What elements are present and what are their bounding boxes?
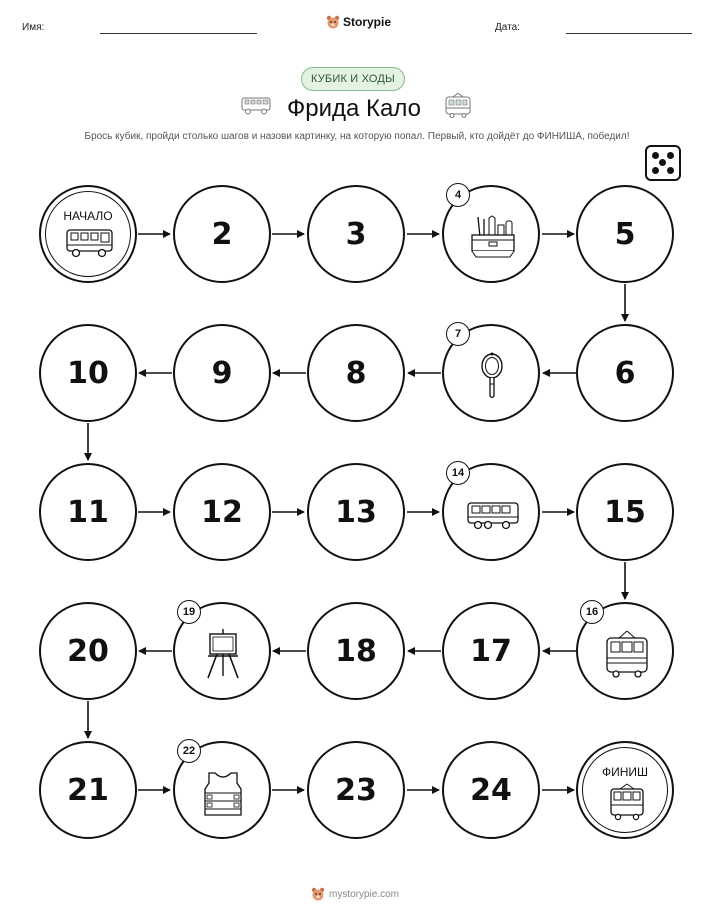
- art-supplies-box-icon: [470, 215, 516, 259]
- cell-number: 23: [335, 772, 377, 808]
- cell-number: 3: [345, 216, 367, 252]
- board-cell: [173, 324, 271, 422]
- cell-number: 6: [614, 355, 636, 391]
- board-cell: [442, 602, 540, 700]
- cell-number: 8: [345, 355, 367, 391]
- cell-number-badge: 14: [446, 461, 470, 485]
- cell-number-badge: 22: [177, 739, 201, 763]
- board-cell: [576, 463, 674, 561]
- cell-number: 15: [604, 494, 646, 530]
- picture-cell: [173, 602, 271, 700]
- bus-icon: [65, 227, 115, 259]
- brand-name: Storypie: [343, 15, 392, 29]
- tram-icon: [608, 783, 646, 823]
- cell-number: 24: [470, 772, 512, 808]
- page-title: Фрида Кало: [287, 95, 421, 122]
- cell-number: 9: [211, 355, 233, 391]
- easel-icon: [203, 628, 243, 680]
- cell-number: 20: [67, 633, 109, 669]
- board-cell: [173, 463, 271, 561]
- board-cell: [307, 324, 405, 422]
- bear-icon: [311, 887, 325, 901]
- picture-cell: [173, 741, 271, 839]
- cell-number-badge: 4: [446, 183, 470, 207]
- board-cell: [173, 185, 271, 283]
- cell-number: 17: [470, 633, 512, 669]
- hand-mirror-icon: [480, 352, 504, 400]
- bus-icon: [466, 501, 520, 531]
- board-cell: [307, 463, 405, 561]
- board-cell: [39, 324, 137, 422]
- start-label: НАЧАЛО: [63, 209, 113, 223]
- cell-number: 5: [614, 216, 636, 252]
- footer: [311, 887, 399, 901]
- cell-number: 12: [201, 494, 243, 530]
- cell-number-badge: 19: [177, 600, 201, 624]
- cell-number: 13: [335, 494, 377, 530]
- board-cell: [442, 741, 540, 839]
- board-cell: [39, 463, 137, 561]
- picture-cell: [442, 463, 540, 561]
- board-cell: [576, 185, 674, 283]
- board-cell: [307, 602, 405, 700]
- tram-icon: [604, 630, 650, 680]
- cell-number-badge: 7: [446, 322, 470, 346]
- board-cell: [39, 602, 137, 700]
- footer-site-link[interactable]: mystorypie.com: [329, 888, 400, 900]
- name-label: Имя:: [22, 22, 45, 33]
- cell-number: 11: [67, 494, 109, 530]
- board-cell: [39, 741, 137, 839]
- cell-number: 10: [67, 355, 109, 391]
- cell-number: 2: [211, 216, 233, 252]
- picture-cell: [576, 602, 674, 700]
- game-type-badge: КУБИК И ХОДЫ: [301, 67, 405, 91]
- board-cell: [307, 185, 405, 283]
- date-label: Дата:: [495, 22, 520, 33]
- finish-cell: [576, 741, 674, 839]
- board-cell: [307, 741, 405, 839]
- picture-cell: [442, 324, 540, 422]
- start-cell: [39, 185, 137, 283]
- picture-cell: [442, 185, 540, 283]
- instructions: Брось кубик, пройди столько шагов и назови картинку, на которую попал. Первый, кто дойдёт до ФИНИША, победил!: [84, 131, 630, 142]
- cell-number-badge: 16: [580, 600, 604, 624]
- board-cell: [576, 324, 674, 422]
- corset-vest-icon: [201, 771, 245, 819]
- finish-label: ФИНИШ: [601, 765, 649, 779]
- cell-number: 18: [335, 633, 377, 669]
- cell-number: 21: [67, 772, 109, 808]
